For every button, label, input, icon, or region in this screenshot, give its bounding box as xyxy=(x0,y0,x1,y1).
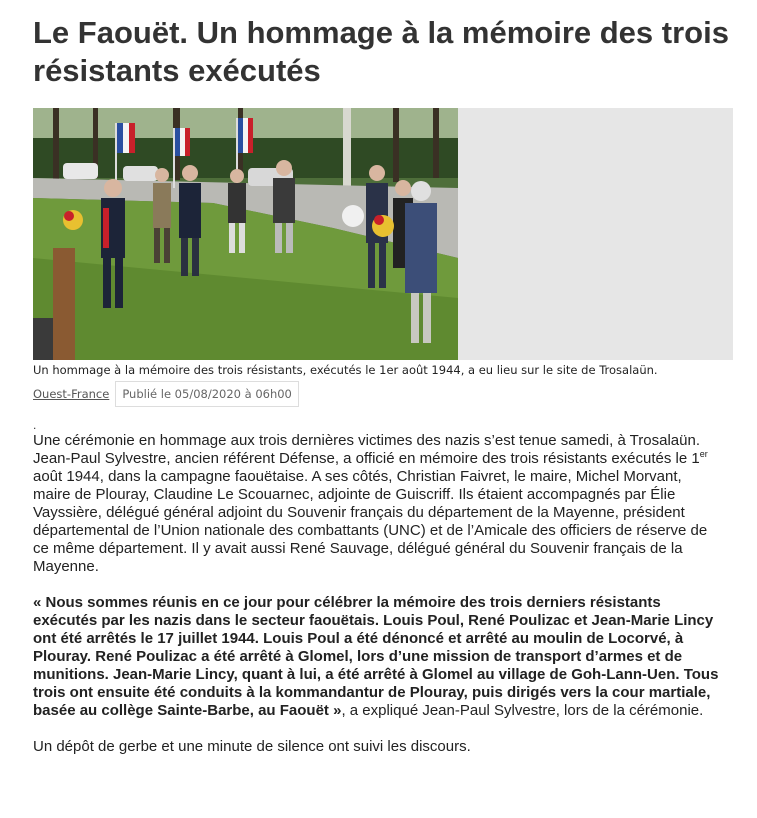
source-link[interactable]: Ouest-France xyxy=(33,387,110,401)
article-body xyxy=(33,432,723,774)
paragraph-intro xyxy=(33,432,723,576)
ceremony-photo xyxy=(33,108,458,360)
stray-dot: . xyxy=(33,418,37,432)
photo-caption: Un hommage à la mémoire des trois résistants, exécutés le 1er août 1944, a eu lieu sur le site de Trosalaün. xyxy=(33,363,658,377)
article-meta xyxy=(33,380,299,408)
paragraph-quote xyxy=(33,594,723,720)
quote-attribution: , a expliqué Jean-Paul Sylvestre, lors de la cérémonie. xyxy=(341,702,704,719)
photo-frame xyxy=(33,108,733,360)
paragraph-intro-rest: août 1944, dans la campagne faouëtaise. A ses côtés, Christian Faivret, le maire, Michel Morvant, maire de Plouray, Claudine Le Scouarnec, adjointe de Guiscriff. Ils étaient accompagnés par Élie Vayssière, délégué général adjoint du Souvenir français du département de la Mayenne, président départemental de l’Union nationale des combattants (UNC) et de l’Amicale des officiers de réserve de ce même département. Il y avait aussi René Sauvage, délégué général du Souvenir français de la Mayenne. xyxy=(33,468,708,575)
ordinal-sup: er xyxy=(699,449,708,459)
quote-open: « xyxy=(33,594,46,611)
paragraph-intro-line1: Une cérémonie en hommage aux trois dernières victimes des nazis s’est tenue samedi, à Trosalaün. xyxy=(33,432,700,449)
quote-text: Nous sommes réunis en ce jour pour célébrer la mémoire des trois derniers résistants exécutés par les nazis dans le secteur faouëtais. Louis Poul, René Poulizac et Jean-Marie Lincy ont été arrêtés le 17 juillet 1944. Louis Poul a été dénoncé et arrêté au moulin de Locorvé, à Plouray. René Poulizac a été arrêté à Glomel, lors d’une mission de transport d’armes et de munitions. Jean-Marie Lincy, quant à lui, a été arrêté à Glomel au village de Goh-Lann-Uen. Tous trois ont ensuite été conduits à la kommandantur de Plouray, puis dirigés vers la cour martiale, basée au collège Sainte-Barbe, au Faouët » xyxy=(33,594,719,719)
paragraph-closing: Un dépôt de gerbe et une minute de silence ont suivi les discours. xyxy=(33,738,471,755)
article-title: Le Faouët. Un hommage à la mémoire des trois résistants exécutés xyxy=(33,15,729,88)
paragraph-intro-text: Jean-Paul Sylvestre, ancien référent Défense, a officié en mémoire des trois résistants exécutés le 1 xyxy=(33,450,700,467)
publish-date: Publié le 05/08/2020 à 06h00 xyxy=(115,381,299,407)
